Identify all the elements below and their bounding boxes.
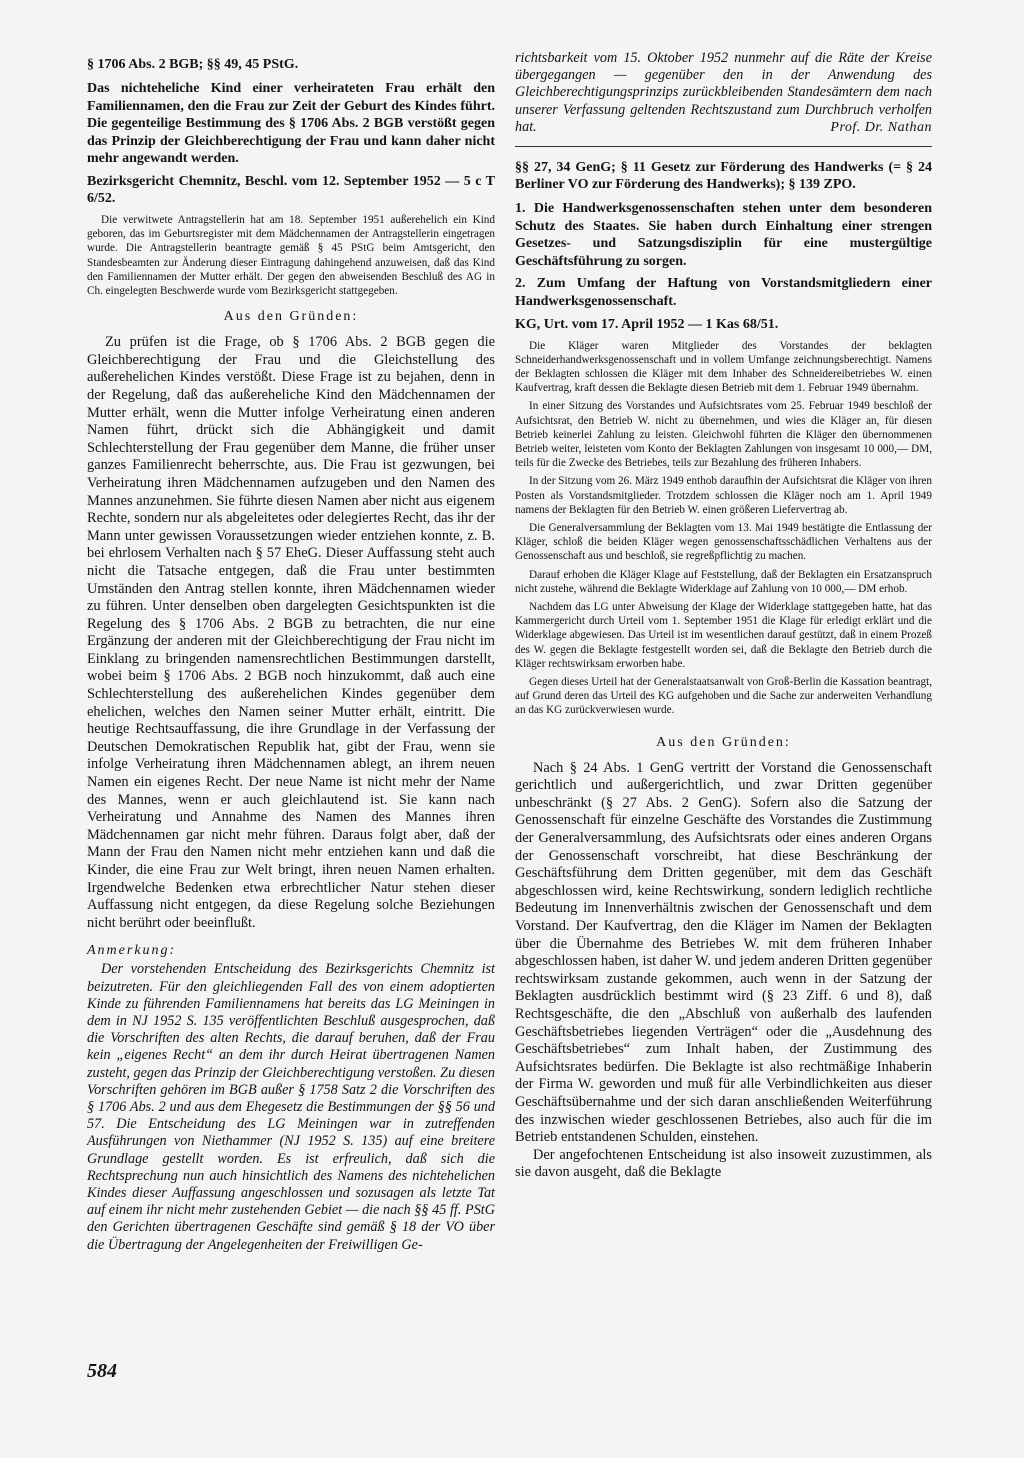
grounds-heading-1: Aus den Gründen:: [223, 309, 359, 325]
court-reference-2: KG, Urt. vom 17. April 1952 — 1 Kas 68/51.: [515, 316, 779, 332]
note-text-continued: richtsbarkeit vom 15. Oktober 1952 nunmehr auf die Räte der Kreise übergegangen — gegenüber den in der Anwendung des Gleichberechtigungsprinzips zurückbleibenden Standesämtern dem nach unserer Verfassung geltenden Rechtszustand zum Durchbruch verholfen hat.: [515, 50, 932, 135]
grounds-text-1: Zu prüfen ist die Frage, ob § 1706 Abs. 2 BGB gegen die Gleichberechtigung der Frau und die Gleichstellung des außerehelichen Kindes verstößt. Diese Frage ist zu bejahen, denn in der Regelung, daß das außereheliche Kind den Mädchennamen der Mutter erhält, wenn die Mutter infolge Verheiratung einen anderen Namen führt, drückt sich die Abhängigkeit und damit Schlechterstellung der Frau gegenüber dem Manne, die früher unser ganzes Familienrecht beherrschte, aus. Die Frau ist gezwungen, bei Verheiratung ihren Mädchennamen aufzugeben und den Namen des Mannes anzunehmen. Sie führte diesen Namen aber nicht aus eigenem Rechte, sondern nur als abgeleitetes oder delegiertes Recht, das ihr der Mann unter gewissen Voraussetzungen wieder entziehen konnte, z. B. bei ehrlosem Verhalten nach § 57 EheG. Dieser Auffassung steht auch nicht die Tatsache entgegen, daß die Frau unter bestimmten Umständen den Antrag stellen konnte, ihren Mädchennamen wieder zu führen. Unter denselben oben dargelegten Gesichtspunkten ist die Regelung des § 1706 Abs. 2 BGB zu betrachten, die nur eine Ergänzung der anderen mit der Gleichberechtigung der Frau nicht im Einklang zu bringenden namensrechtlichen Bestimmungen darstellt, wobei beim § 1706 Abs. 2 BGB noch hinzukommt, daß auch eine Schlechterstellung des außerehelichen Kindes gegenüber dem ehelichen, welches den Namen seiner Mutter erhält, eintritt. Die heutige Rechtsauffassung, die ihre Grundlage in der Verfassung der Deutschen Demokratischen Republik hat, gibt der Frau, wenn sie infolge Verheiratung ihren Mädchennamen ablegt, an ihrem neuen Namen ein eigenes Recht. Der neue Name ist nicht mehr der Name des Mannes, wenn er auch gleichlautend ist. Sie kann nach Verheiratung und Annahme des Namen des Mannes ihren Mädchennamen gar nicht mehr führen. Daraus folgt aber, daß der Mann der Frau den Namen nicht mehr entziehen kann und daß die Kinder, die eine Frau zur Welt bringt, ihren neuen Namen erhalten. Irgendwelche Bedenken etwa erbrechtlicher Natur stehen dieser Auffassung nicht entgegen, da diese Regelung solche Beziehungen nicht berührt oder beeinflußt.: [87, 334, 495, 931]
facts-paragraph: Die Kläger waren Mitglieder des Vorstandes der beklagten Schneiderhandwerksgenossenschaft und in vollem Umfange zeichnungsberechtigt. Namens der Beklagten schlossen die Kläger mit dem Inhaber des Schneidereibetriebes W. einen Kaufvertrag, kraft dessen die Beklagte diesen Betrieb mit dem 1. Februar 1949 übernahm.: [515, 339, 932, 395]
note-text: Der vorstehenden Entscheidung des Bezirksgerichts Chemnitz ist beizutreten. Für den gleichliegenden Fall des von einem adoptierten Kinde zu führenden Familiennamens hat bereits das LG Meiningen in dem in NJ 1952 S. 135 veröffentlichten Beschluß ausgesprochen, daß die Vorschriften des alten Rechts, die darauf beruhen, daß der Frau kein „eigenes Recht“ an dem ihr durch Heirat übertragenen Namen zusteht, gegen das Prinzip der Gleichberechtigung verstoßen. Zu diesen Vorschriften gehören im BGB außer § 1758 Satz 2 die Vorschriften des § 1706 Abs. 2 und aus dem Ehegesetz die Bestimmungen der §§ 56 und 57. Die Entscheidung des LG Meiningen war in zutreffenden Ausführungen von Niethammer (NJ 1952 S. 135) auf eine breitere Grundlage gestellt worden. Es ist erfreulich, daß sich die Rechtsprechung nun auch hinsichtlich des Namens des nichtehelichen Kindes dieser Auffassung angeschlossen und sozusagen als letzte Tat auf einem ihr nicht mehr zustehenden Gebiet — die nach §§ 45 ff. PStG den Gerichten übertragenen Geschäfte sind gemäß § 18 der VO über die Übertragung der Angelegenheiten der Freiwilligen Ge-: [87, 961, 495, 1253]
note-heading: Anmerkung:: [87, 943, 177, 959]
citation-1: § 1706 Abs. 2 BGB; §§ 49, 45 PStG.: [87, 57, 299, 72]
left-column: [87, 56, 495, 1254]
grounds-heading-2: Aus den Gründen:: [656, 734, 791, 750]
facts-paragraph: In der Sitzung vom 26. März 1949 enthob daraufhin der Aufsichtsrat die Kläger von ihren Posten als Vorstandsmitglieder. Trotzdem schlossen die Kläger noch am 1. April 1949 namens der Beklagten für den Betrieb W. einen größeren Liefervertrag ab.: [515, 475, 932, 516]
facts-paragraph: In einer Sitzung des Vorstandes und Aufsichtsrates vom 25. Februar 1949 beschloß der Aufsichtsrat, den Betrieb W. nicht zu übernehmen, und wies die Kläger an, für diesen Betrieb keinerlei Zahlung zu leisten. Gleichwohl führten die Kläger den übernommenen Betrieb weiter, leisteten vom Konto der Beklagten Zahlungen von insgesamt 10 000,— DM, teils für die Zwecke des Betriebes, teils zur Bezahlung des früheren Inhabers.: [515, 400, 932, 470]
grounds-text-2: Nach § 24 Abs. 1 GenG vertritt der Vorstand die Genossenschaft gerichtlich und außergerichtlich, und zwar Dritten gegenüber unbeschränkt (§ 27 Abs. 2 GenG). Sofern also die Satzung der Genossenschaft für einzelne Geschäfte des Vorstandes die Zustimmung der Generalversammlung, des Aufsichtsrats oder eines anderen Organs der Genossenschaft vorschreibt, hat diese Beschränkung der Geschäftsführung dem Dritten gegenüber, mit dem das Geschäft abgeschlossen wird, keine Rechtswirkung, sondern lediglich rechtliche Bedeutung im Innenverhältnis zwischen der Genossenschaft und dem Vorstand. Der Kaufvertrag, den die Kläger im Namen der Beklagten über die Übernahme des Betriebes W. mit dem früheren Inhaber abgeschlossen haben, ist daher W. und jedem anderen Dritten gegenüber rechtswirksam zustande gekommen, auch wenn in der Satzung der Beklagten ausdrücklich bestimmt wird (§ 23 Ziff. 6 und 8), daß Rechtsgeschäfte, die den „Abschluß von außerhalb des laufenden Geschäftsbetriebes liegenden Verträgen“ oder die „Ausdehnung des Geschäftsbetriebes“ zum Inhalt haben, der Zustimmung des Aufsichtsrates bedürfen. Die Beklagte ist also rechtmäßige Inhaberin der Firma W. geworden und muß für alle Verbindlichkeiten aus dieser Geschäftsübernahme und der sich daran anschließenden Weiterführung des inzwischen wieder geschlossenen Betriebes, also auch für die im Betrieb entstandenen Schulden, einstehen.: [515, 759, 932, 1146]
facts-paragraph: Nachdem das LG unter Abweisung der Klage der Widerklage stattgegeben hatte, hat das Kammergericht durch Urteil vom 1. September 1951 die Klage für erledigt erklärt und die Widerklage abgewiesen. Das Urteil ist im wesentlichen darauf gestützt, daß in einem Prozeß des W. gegen die Beklagte festgestellt worden sei, daß die Beklagte den Betrieb durch die Kläger rechtswirksam erworben habe.: [515, 601, 932, 670]
facts-1: Die verwitwete Antragstellerin hat am 18. September 1951 außerehelich ein Kind geboren, das im Geburtsregister mit dem Mädchennamen der Antragstellerin eingetragen wurde. Die Antragstellerin beantragte gemäß § 45 PStG beim Amtsgericht, den Standesbeamten zur Änderung dieser Eintragung dahingehend anzuweisen, daß das Kind den Familiennamen der Mutter erhält. Der gegen den abweisenden Beschluß des AG in Ch. eingelegten Beschwerde wurde vom Bezirksgericht stattgegeben.: [87, 213, 495, 297]
court-reference-1: Bezirksgericht Chemnitz, Beschl. vom 12. September 1952 — 5 c T 6/52.: [87, 173, 495, 206]
citation-2: §§ 27, 34 GenG; § 11 Gesetz zur Förderung des Handwerks (= § 24 Berliner VO zur Förderung des Handwerks); § 139 ZPO.: [515, 160, 932, 193]
facts-paragraph: Darauf erhoben die Kläger Klage auf Feststellung, daß der Beklagten ein Ersatzanspruch nicht zustehe, während die Beklagte Widerklage auf Zahlung von 10 000,— DM erhob.: [515, 568, 932, 595]
right-column: [515, 50, 932, 1182]
grounds-text-2-continued: Der angefochtenen Entscheidung ist also insoweit zuzustimmen, als sie davon ausgeht, daß die Beklagte: [515, 1146, 932, 1181]
section-divider: [515, 146, 932, 147]
facts-paragraph: Die Generalversammlung der Beklagten vom 13. Mai 1949 bestätigte die Entlassung der Kläger, schloß die beiden Kläger wegen genossenschaftsschädlichen Verhaltens aus der Genossenschaft aus und beschloß, sie regreßpflichtig zu machen.: [515, 522, 932, 563]
facts-paragraph: Gegen dieses Urteil hat der Generalstaatsanwalt von Groß-Berlin die Kassation beantragt, auf Grund deren das Urteil des KG aufgehoben und die Sache zur anderweiten Verhandlung an das KG zurückverwiesen wurde.: [515, 676, 932, 717]
headnote-2-1: 1. Die Handwerksgenossenschaften stehen unter dem besonderen Schutz des Staates. Sie haben durch Einhaltung einer strengen Gesetzes- und Satzungsdisziplin für eine mustergültige Geschäftsführung zu sorgen.: [515, 201, 932, 269]
page-number: 584: [87, 1360, 117, 1382]
headnote-2-2: 2. Zum Umfang der Haftung von Vorstandsmitgliedern einer Handwerksgenossenschaft.: [515, 276, 932, 309]
note-author: Prof. Dr. Nathan: [830, 120, 932, 136]
headnote-1: Das nichteheliche Kind einer verheirateten Frau erhält den Familiennamen, den die Frau zur Zeit der Geburt des Kindes führt. Die gegenteilige Bestimmung des § 1706 Abs. 2 BGB verstößt gegen das Prinzip der Gleichberechtigung der Frau und kann daher nicht mehr angewandt werden.: [87, 81, 495, 167]
